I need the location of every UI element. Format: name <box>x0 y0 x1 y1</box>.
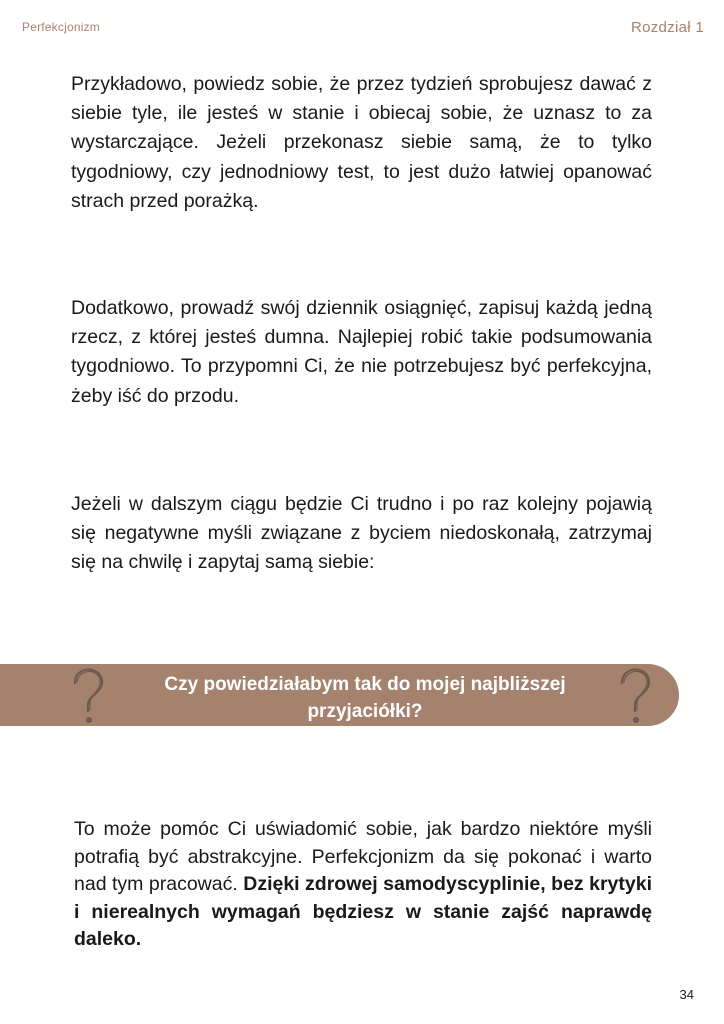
question-mark-icon <box>69 667 109 725</box>
question-mark-icon <box>616 667 656 725</box>
running-header-title: Perfekcjonizm <box>22 20 100 34</box>
paragraph-4-bold: Dzięki zdrowej samodyscyplinie, bez krytyki i nierealnych wymagań będziesz w stanie zajść naprawdę daleko. <box>74 873 653 951</box>
banner-question-text: Czy powiedziałabym tak do mojej najbliższej przyjaciółki? <box>164 674 566 722</box>
page-number: 34 <box>679 987 694 1002</box>
paragraph-4 <box>74 816 652 954</box>
running-header-chapter: Rozdział 1 <box>630 19 704 36</box>
paragraph-2: Dodatkowo, prowadź swój dziennik osiągnięć, zapisuj każdą jedną rzecz, z której jesteś dumna. Najlepiej robić takie podsumowania tygodniowo. To przypomni Ci, że nie potrzebujesz być perfekcyjna, żeby iść do przodu. <box>71 297 652 407</box>
paragraph-4-normal: To może pomóc Ci uświadomić sobie, jak bardzo niektóre myśli potrafią być abstrakcyjne. Perfekcjonizm da się pokonać i warto nad tym pracować. <box>74 818 652 896</box>
paragraph-3: Jeżeli w dalszym ciągu będzie Ci trudno i po raz kolejny pojawią się negatywne myśli związane z byciem niedoskonałą, zatrzymaj się na chwilę i zapytaj samą siebie: <box>71 493 652 574</box>
paragraph-1: Przykładowo, powiedz sobie, że przez tydzień sprobujesz dawać z siebie tyle, ile jesteś w stanie i obiecaj sobie, że uznasz to za wystarczające. Jeżeli przekonasz siebie samą, że to tylko tygodniowy, czy jednodniowy test, to jest dużo łatwiej opanować strach przed porażką. <box>71 73 652 212</box>
